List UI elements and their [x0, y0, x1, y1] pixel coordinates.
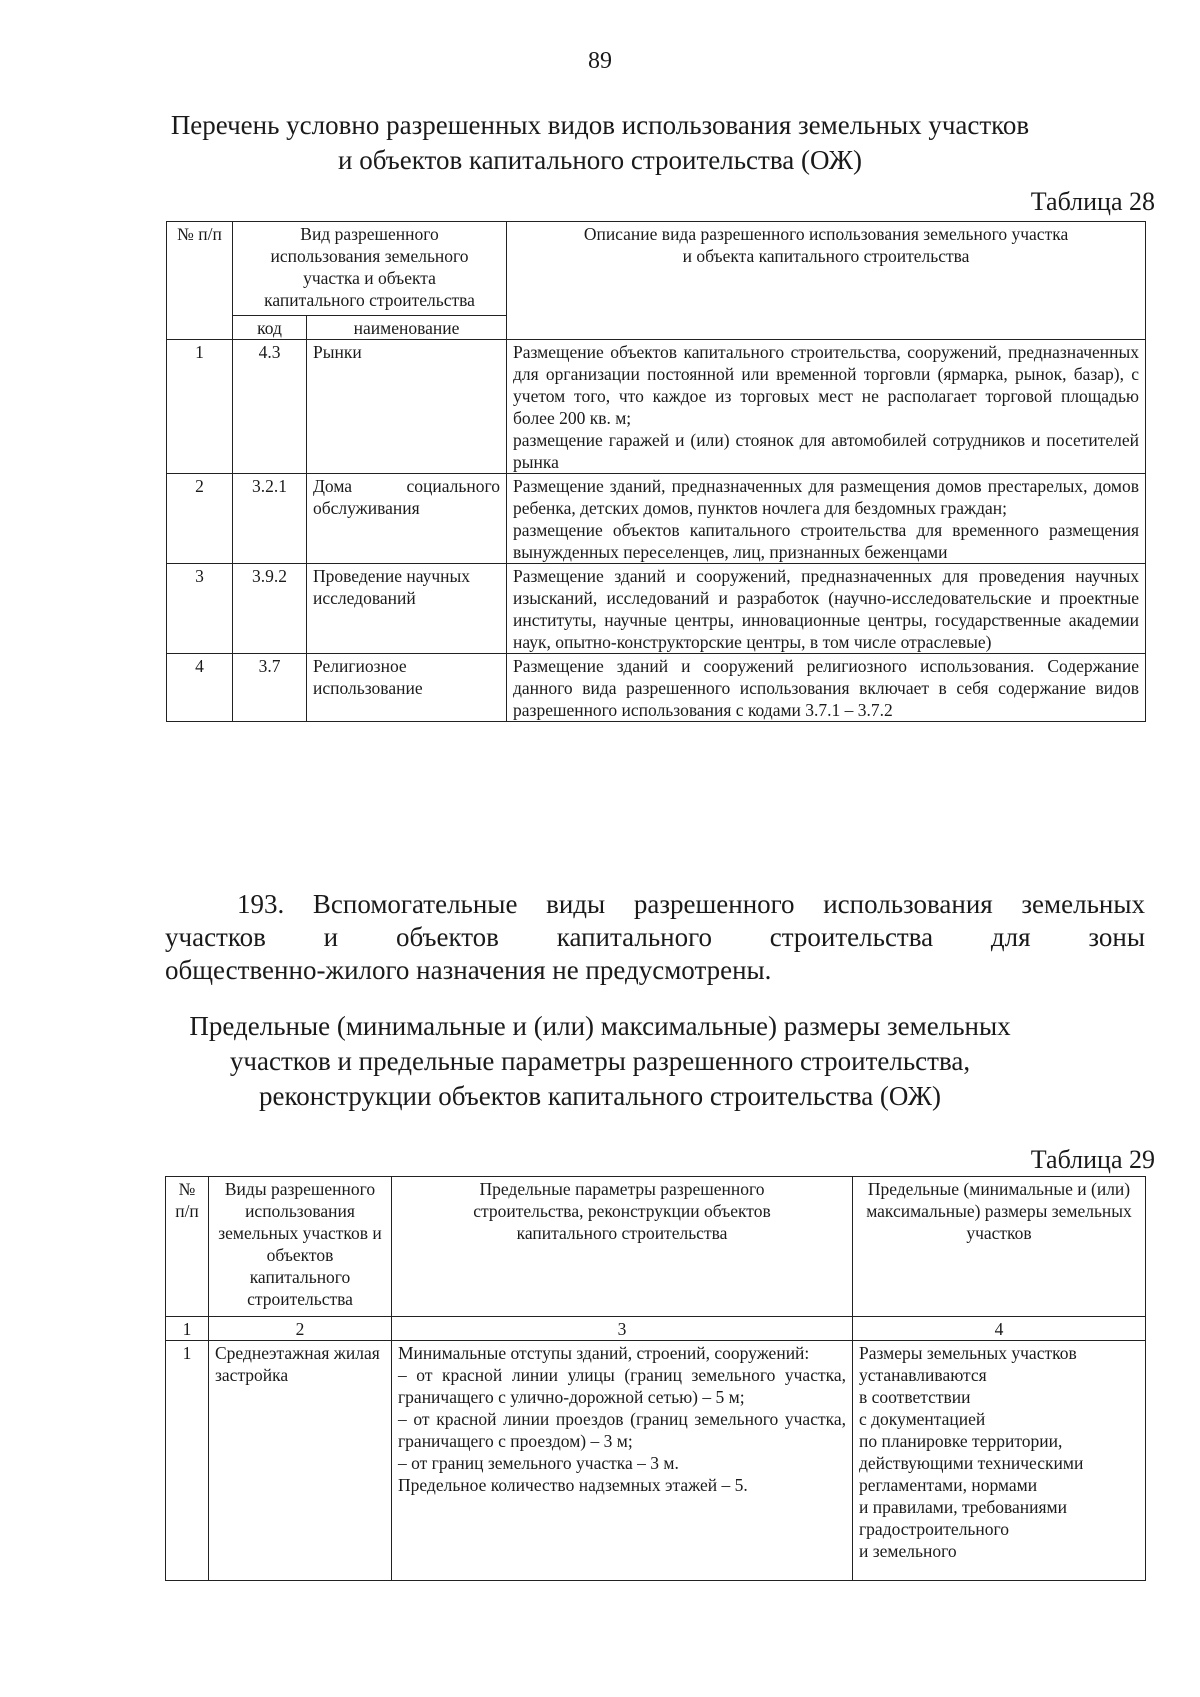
table28-title — [150, 108, 1050, 178]
header-sizes: Предельные (минимальные и (или) максимальные) размеры земельных участков — [853, 1177, 1146, 1317]
title-line: и объектов капитального строительства (ОЖ) — [338, 145, 862, 175]
table-row — [167, 474, 1146, 564]
row-code: 3.9.2 — [233, 564, 307, 654]
sizes-line: в соответствии — [859, 1387, 971, 1407]
title-line: реконструкции объектов капитального строительства (ОЖ) — [259, 1081, 941, 1111]
header-line: Вид разрешенного — [300, 224, 439, 244]
header-num: № п/п — [166, 1177, 209, 1317]
header-name: наименование — [307, 316, 507, 340]
header-line: капитального строительства — [264, 290, 475, 310]
sizes-line: с документацией — [859, 1409, 986, 1429]
params-line: Минимальные отступы зданий, строений, сооружений: — [398, 1343, 810, 1363]
table-28 — [166, 221, 1146, 722]
paragraph-line: общественно-жилого назначения не предусмотрены. — [165, 955, 772, 985]
params-line: Предельное количество надземных этажей – 5. — [398, 1475, 748, 1495]
title-line: участков и предельные параметры разрешенного строительства, — [229, 1046, 971, 1076]
params-line: – от красной линии улицы (границ земельного участка, граничащего с улично-дорожной сетью) – 5 м; — [398, 1365, 846, 1407]
table-row — [167, 654, 1146, 722]
paragraph-193 — [165, 888, 1145, 987]
row-num: 3 — [167, 564, 233, 654]
header-description — [507, 222, 1146, 340]
row-code: 4.3 — [233, 340, 307, 474]
description-paragraph: Размещение зданий и сооружений религиозного использования. Содержание данного вида разрешенного использования включает в себя содержание видов разрешенного использования с кодами 3.7.1 – 3.7.2 — [513, 656, 1140, 720]
description-paragraph: Размещение объектов капитального строительства, сооружений, предназначенных для организации постоянной или временной торговли (ярмарка, рынок, базар), с учетом того, что каждое из торговых мест не располагает торговой площадью более 200 кв. м; — [513, 342, 1140, 428]
sizes-line: по планировке территории, — [859, 1431, 1063, 1451]
params-line: – от красной линии проездов (границ земельного участка, граничащего с проездом) – 3 м; — [398, 1409, 846, 1451]
header-type: Виды разрешенного использования земельных участков и объектов капитального строительства — [209, 1177, 392, 1317]
column-number: 3 — [392, 1317, 853, 1341]
sizes-line: и земельного — [859, 1541, 957, 1561]
row-description — [507, 654, 1146, 722]
row-name: Рынки — [307, 340, 507, 474]
table29-caption: Таблица 29 — [1030, 1145, 1155, 1174]
sizes-line: регламентами, нормами — [859, 1475, 1038, 1495]
row-sizes — [853, 1341, 1146, 1581]
row-description — [507, 474, 1146, 564]
description-paragraph: размещение гаражей и (или) стоянок для автомобилей сотрудников и посетителей рынка — [513, 430, 1140, 472]
header-line: и объекта капитального строительства — [682, 246, 970, 266]
column-number: 1 — [166, 1317, 209, 1341]
paragraph-line: 193. Вспомогательные виды разрешенного использования земельных — [237, 889, 1145, 919]
table-row — [166, 1341, 1146, 1581]
row-num: 2 — [167, 474, 233, 564]
column-number-row — [166, 1317, 1146, 1341]
description-paragraph: размещение объектов капитального строительства для временного размещения вынужденных переселенцев, лиц, признанных беженцами — [513, 520, 1140, 562]
sizes-line: Размеры земельных участков — [859, 1343, 1077, 1363]
page-number: 89 — [588, 48, 612, 74]
sizes-line: градостроительного — [859, 1519, 1010, 1539]
row-params — [392, 1341, 853, 1581]
row-description — [507, 564, 1146, 654]
table28-caption: Таблица 28 — [1030, 187, 1155, 216]
table-29 — [165, 1176, 1146, 1581]
header-params: Предельные параметры разрешенного строительства, реконструкции объектов капитального строительства — [392, 1177, 853, 1317]
table29-title — [150, 1009, 1050, 1114]
row-name: Дома социального обслуживания — [307, 474, 507, 564]
sizes-line: устанавливаются — [859, 1365, 987, 1385]
title-line: Предельные (минимальные и (или) максимальные) размеры земельных — [189, 1011, 1011, 1041]
description-paragraph: Размещение зданий, предназначенных для размещения домов престарелых, домов ребенка, детских домов, пунктов ночлега для бездомных граждан; — [513, 476, 1140, 518]
header-type — [233, 222, 507, 316]
column-number: 2 — [209, 1317, 392, 1341]
row-type: Среднеэтажная жилая застройка — [209, 1341, 392, 1581]
description-paragraph: Размещение зданий и сооружений, предназначенных для проведения научных изысканий, исследований и разработок (научно-исследовательские и проектные институты, научные центры, инновационные центры, государственные академии наук, опытно-конструкторские центры, в том числе отраслевые) — [513, 566, 1140, 652]
table-row — [167, 564, 1146, 654]
params-line: – от границ земельного участка – 3 м. — [398, 1453, 679, 1473]
paragraph-line: участков и объектов капитального строительства для зоны — [165, 922, 1145, 952]
header-code: код — [233, 316, 307, 340]
row-num: 1 — [167, 340, 233, 474]
table-row — [167, 340, 1146, 474]
row-description — [507, 340, 1146, 474]
row-code: 3.2.1 — [233, 474, 307, 564]
header-line: Описание вида разрешенного использования земельного участка — [583, 224, 1069, 244]
row-num: 4 — [167, 654, 233, 722]
column-number: 4 — [853, 1317, 1146, 1341]
row-num: 1 — [166, 1341, 209, 1581]
sizes-line: и правилами, требованиями — [859, 1497, 1067, 1517]
row-code: 3.7 — [233, 654, 307, 722]
header-line: использования земельного — [270, 246, 469, 266]
title-line: Перечень условно разрешенных видов использования земельных участков — [170, 110, 1030, 140]
row-name: Религиозное использование — [307, 654, 507, 722]
header-num: № п/п — [167, 222, 233, 340]
sizes-line: действующими техническими — [859, 1453, 1084, 1473]
header-line: участка и объекта — [303, 268, 436, 288]
row-name: Проведение научных исследований — [307, 564, 507, 654]
